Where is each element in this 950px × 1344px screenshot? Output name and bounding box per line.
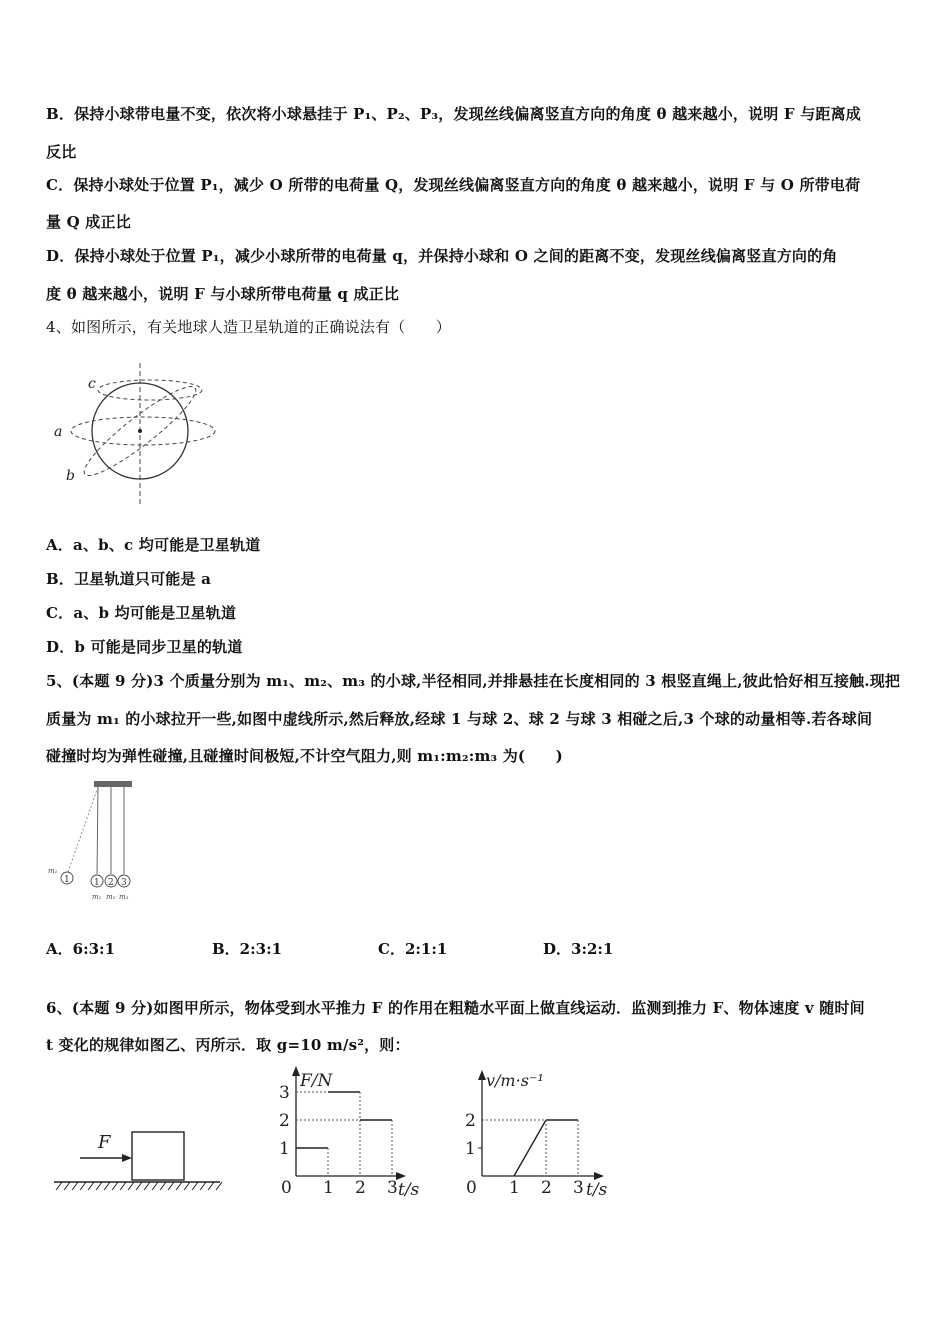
q5-pendulum-figure xyxy=(46,778,146,906)
q3-option-c-line2: 量 Q 成正比 xyxy=(46,213,131,231)
y-tick-label-2: 2 xyxy=(465,1111,476,1131)
q4-option-b: B．卫星轨道只可能是 a xyxy=(46,570,212,588)
q6-stem-line1: 6、(本题 9 分)如图甲所示，物体受到水平推力 F 的作用在粗糙水平面上做直线运动．监测到推力 F、物体速度 v 随时间 xyxy=(46,999,865,1017)
orbit-c xyxy=(98,380,202,400)
y-axis-arrow xyxy=(292,1066,300,1076)
displaced-string xyxy=(68,787,98,872)
x-tick-label-3: 3 xyxy=(387,1178,398,1198)
displaced-mass-label: m₁ xyxy=(48,867,58,875)
q6-velocity-time-chart xyxy=(462,1064,622,1204)
ground-hatching xyxy=(56,1182,222,1190)
origin-label: 0 xyxy=(466,1178,477,1198)
orbit-label-a: a xyxy=(54,424,63,440)
orbit-label-c: c xyxy=(88,376,96,392)
velocity-segment-1 xyxy=(514,1120,546,1176)
q4-orbit-figure xyxy=(48,358,228,508)
q5-stem-line2: 质量为 m₁ 的小球拉开一些,如图中虚线所示,然后释放,经球 1 与球 2、球 2 与球 3 相碰之后,3 个球的动量相等.若各球间 xyxy=(46,710,873,728)
y-tick-label-1: 1 xyxy=(279,1139,290,1159)
y-tick-label-2: 2 xyxy=(279,1111,290,1131)
q4-stem: 4、如图所示，有关地球人造卫星轨道的正确说法有（ ） xyxy=(46,318,451,336)
y-tick-label-3: 3 xyxy=(279,1083,290,1103)
q5-option-a: A．6:3:1 xyxy=(46,940,116,958)
y-axis-arrow xyxy=(478,1070,486,1080)
force-label: F xyxy=(98,1132,111,1153)
x-axis-label: t/s xyxy=(398,1180,420,1200)
x-tick-label-2: 2 xyxy=(541,1178,552,1198)
block xyxy=(132,1132,184,1180)
q5-stem-line1: 5、(本题 9 分)3 个质量分别为 m₁、m₂、m₃ 的小球,半径相同,并排悬挂在长度相同的 3 根竖直绳上,彼此恰好相互接触.现把 xyxy=(46,672,901,690)
displaced-ball-number: 1 xyxy=(64,875,70,885)
ball-1-number: 1 xyxy=(94,878,100,888)
q5-option-b: B．2:3:1 xyxy=(212,940,283,958)
q6-stem-line2: t 变化的规律如图乙、丙所示．取 g=10 m/s²，则： xyxy=(46,1036,410,1054)
q5-option-c: C．2:1:1 xyxy=(378,940,448,958)
q3-option-b-line2: 反比 xyxy=(46,143,77,161)
q4-option-c: C．a、b 均可能是卫星轨道 xyxy=(46,604,237,622)
origin-label: 0 xyxy=(281,1178,292,1198)
q4-option-d: D．b 可能是同步卫星的轨道 xyxy=(46,638,243,656)
string-1 xyxy=(97,787,98,874)
force-arrow-head xyxy=(122,1154,132,1162)
q6-force-time-chart xyxy=(272,1064,432,1204)
y-axis-label: F/N xyxy=(300,1071,333,1091)
x-tick-label-1: 1 xyxy=(509,1178,520,1198)
pendulum-support xyxy=(94,781,132,787)
orbit-label-b: b xyxy=(66,468,75,484)
q3-option-c-line1: C．保持小球处于位置 P₁，减少 O 所带的电荷量 Q，发现丝线偏离竖直方向的角度 θ 越来越小，说明 F 与 O 所带电荷 xyxy=(46,176,861,194)
mass-label-1: m₁ xyxy=(92,893,102,901)
ball-3-number: 3 xyxy=(121,878,127,888)
ball-2-number: 2 xyxy=(108,878,114,888)
earth-center-dot xyxy=(138,429,142,433)
q5-stem-line3: 碰撞时均为弹性碰撞,且碰撞时间极短,不计空气阻力,则 m₁:m₂:m₃ 为( ) xyxy=(46,747,563,765)
q5-option-d: D．3:2:1 xyxy=(543,940,614,958)
x-tick-label-2: 2 xyxy=(355,1178,366,1198)
mass-label-3: m₃ xyxy=(119,893,129,901)
x-axis-arrow xyxy=(594,1172,604,1180)
q4-option-a: A．a、b、c 均可能是卫星轨道 xyxy=(46,536,261,554)
x-tick-label-3: 3 xyxy=(573,1178,584,1198)
q3-option-b-line1: B．保持小球带电量不变，依次将小球悬挂于 P₁、P₂、P₃，发现丝线偏离竖直方向的角度 θ 越来越小，说明 F 与距离成 xyxy=(46,105,861,123)
y-tick-label-1: 1 xyxy=(465,1139,476,1159)
y-axis-label: v/m·s⁻¹ xyxy=(486,1071,544,1090)
q6-block-figure xyxy=(50,1122,225,1194)
q3-option-d-line2: 度 θ 越来越小，说明 F 与小球所带电荷量 q 成正比 xyxy=(46,285,400,303)
q3-option-d-line1: D．保持小球处于位置 P₁，减少小球所带的电荷量 q，并保持小球和 O 之间的距离不变，发现丝线偏离竖直方向的角 xyxy=(46,247,838,265)
x-axis-label: t/s xyxy=(586,1180,608,1200)
x-tick-label-1: 1 xyxy=(323,1178,334,1198)
mass-label-2: m₂ xyxy=(106,893,116,901)
